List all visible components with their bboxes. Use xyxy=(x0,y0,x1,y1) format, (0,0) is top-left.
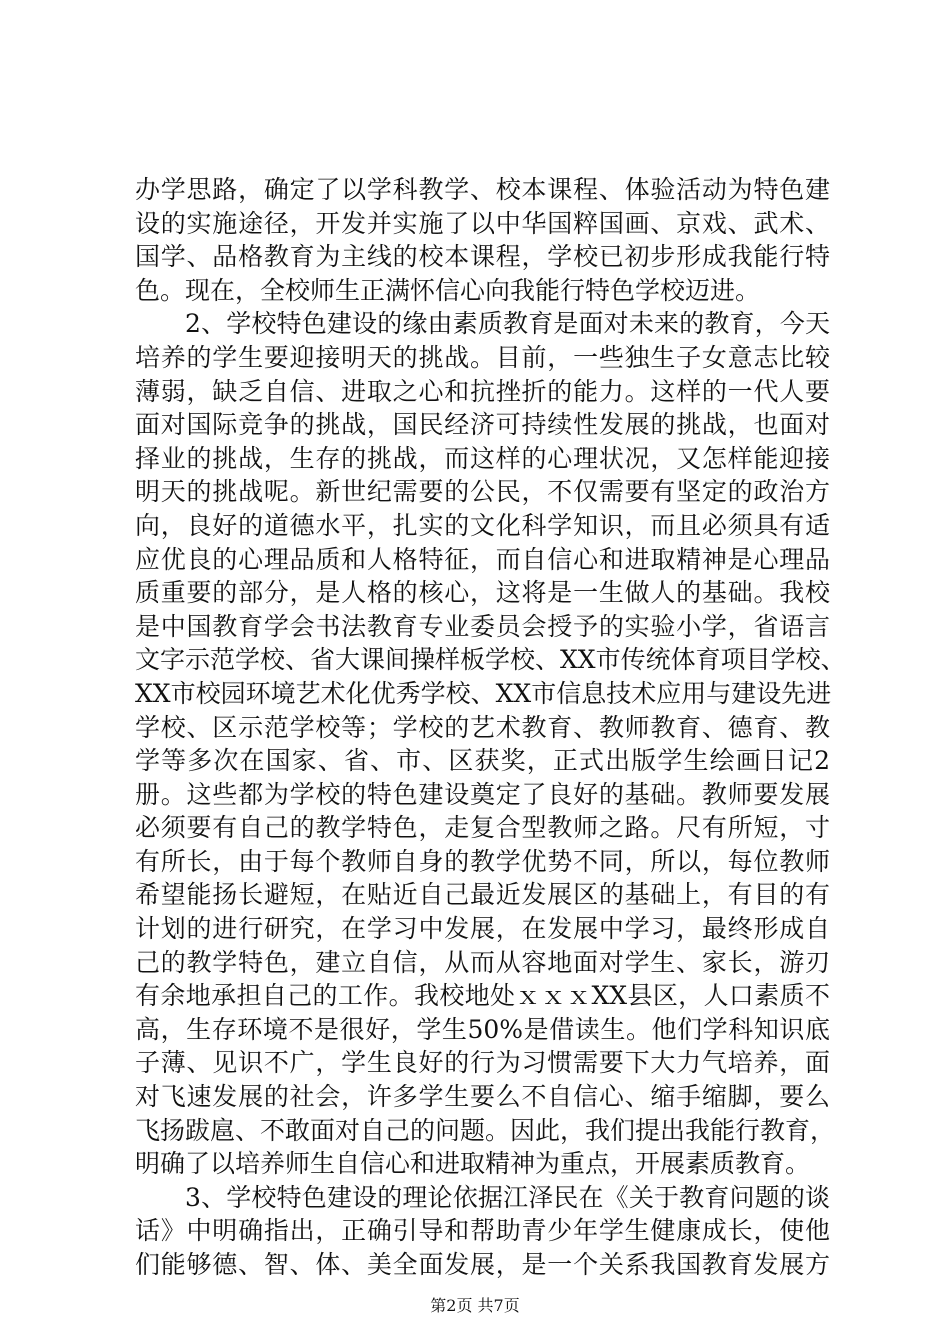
paragraph-start-line: 3、学校特色建设的理论依据江泽民在《关于教育问题的谈 xyxy=(185,1182,830,1212)
text-line: 有所长，由于每个教师自身的教学优势不同，所以，每位教师 xyxy=(135,846,830,876)
text-line: 质重要的部分，是人格的核心，这将是一生做人的基础。我校 xyxy=(135,578,830,608)
text-line: 明天的挑战呢。新世纪需要的公民，不仅需要有坚定的政治方 xyxy=(135,477,830,507)
text-line: 文字示范学校、省大课间操样板学校、XX市传统体育项目学校、 xyxy=(135,645,846,675)
text-line: 册。这些都为学校的特色建设奠定了良好的基础。教师要发展 xyxy=(135,779,830,809)
text-line: 话》中明确指出，正确引导和帮助青少年学生健康成长，使他 xyxy=(135,1216,830,1246)
text-line: 择业的挑战，生存的挑战，而这样的心理状况，又怎样能迎接 xyxy=(135,443,830,473)
text-line: 薄弱，缺乏自信、进取之心和抗挫折的能力。这样的一代人要 xyxy=(135,376,830,406)
text-line: 高，生存环境不是很好，学生50%是借读生。他们学科知识底 xyxy=(135,1014,830,1044)
text-line: 色。现在，全校师生正满怀信心向我能行特色学校迈进。 xyxy=(135,275,761,305)
text-line: 飞扬跋扈、不敢面对自己的问题。因此，我们提出我能行教育， xyxy=(135,1115,836,1145)
text-line: 面对国际竞争的挑战，国民经济可持续性发展的挑战，也面对 xyxy=(135,410,830,440)
text-line: 明确了以培养师生自信心和进取精神为重点，开展素质教育。 xyxy=(135,1149,811,1179)
text-line: 国学、品格教育为主线的校本课程，学校已初步形成我能行特 xyxy=(135,242,830,272)
text-line: 们能够德、智、体、美全面发展，是一个关系我国教育发展方 xyxy=(135,1250,830,1279)
page-footer: 第2页 共7页 xyxy=(430,1296,520,1315)
text-line: 希望能扬长避短，在贴近自己最近发展区的基础上，有目的有 xyxy=(135,880,830,910)
text-line: 子薄、见识不广，学生良好的行为习惯需要下大力气培养，面 xyxy=(135,1048,830,1078)
text-line: XX市校园环境艺术化优秀学校、XX市信息技术应用与建设先进 xyxy=(135,678,832,708)
body-text xyxy=(135,173,846,1282)
text-line: 是中国教育学会书法教育专业委员会授予的实验小学，省语言 xyxy=(135,611,830,641)
text-line: 必须要有自己的教学特色，走复合型教师之路。尺有所短，寸 xyxy=(135,813,830,843)
text-line: 己的教学特色，建立自信，从而从容地面对学生、家长，游刃 xyxy=(135,947,830,977)
text-line: 应优良的心理品质和人格特征，而自信心和进取精神是心理品 xyxy=(135,544,830,574)
text-line: 培养的学生要迎接明天的挑战。目前，一些独生子女意志比较 xyxy=(135,342,830,372)
text-line: 向，良好的道德水平，扎实的文化科学知识，而且必须具有适 xyxy=(135,510,830,540)
text-line: 计划的进行研究，在学习中发展，在发展中学习，最终形成自 xyxy=(135,914,830,944)
text-line: 办学思路，确定了以学科教学、校本课程、体验活动为特色建 xyxy=(135,175,830,204)
text-line: 学校、区示范学校等；学校的艺术教育、教师教育、德育、教 xyxy=(135,712,830,742)
paragraph-start-line: 2、学校特色建设的缘由素质教育是面对未来的教育，今天 xyxy=(185,309,830,339)
text-line: 设的实施途径，开发并实施了以中华国粹国画、京戏、武术、 xyxy=(135,208,830,238)
text-line: 有余地承担自己的工作。我校地处ｘｘｘXX县区，人口素质不 xyxy=(135,981,830,1011)
text-line: 对飞速发展的社会，许多学生要么不自信心、缩手缩脚，要么 xyxy=(135,1082,830,1112)
text-line: 学等多次在国家、省、市、区获奖，正式出版学生绘画日记2 xyxy=(135,746,830,776)
